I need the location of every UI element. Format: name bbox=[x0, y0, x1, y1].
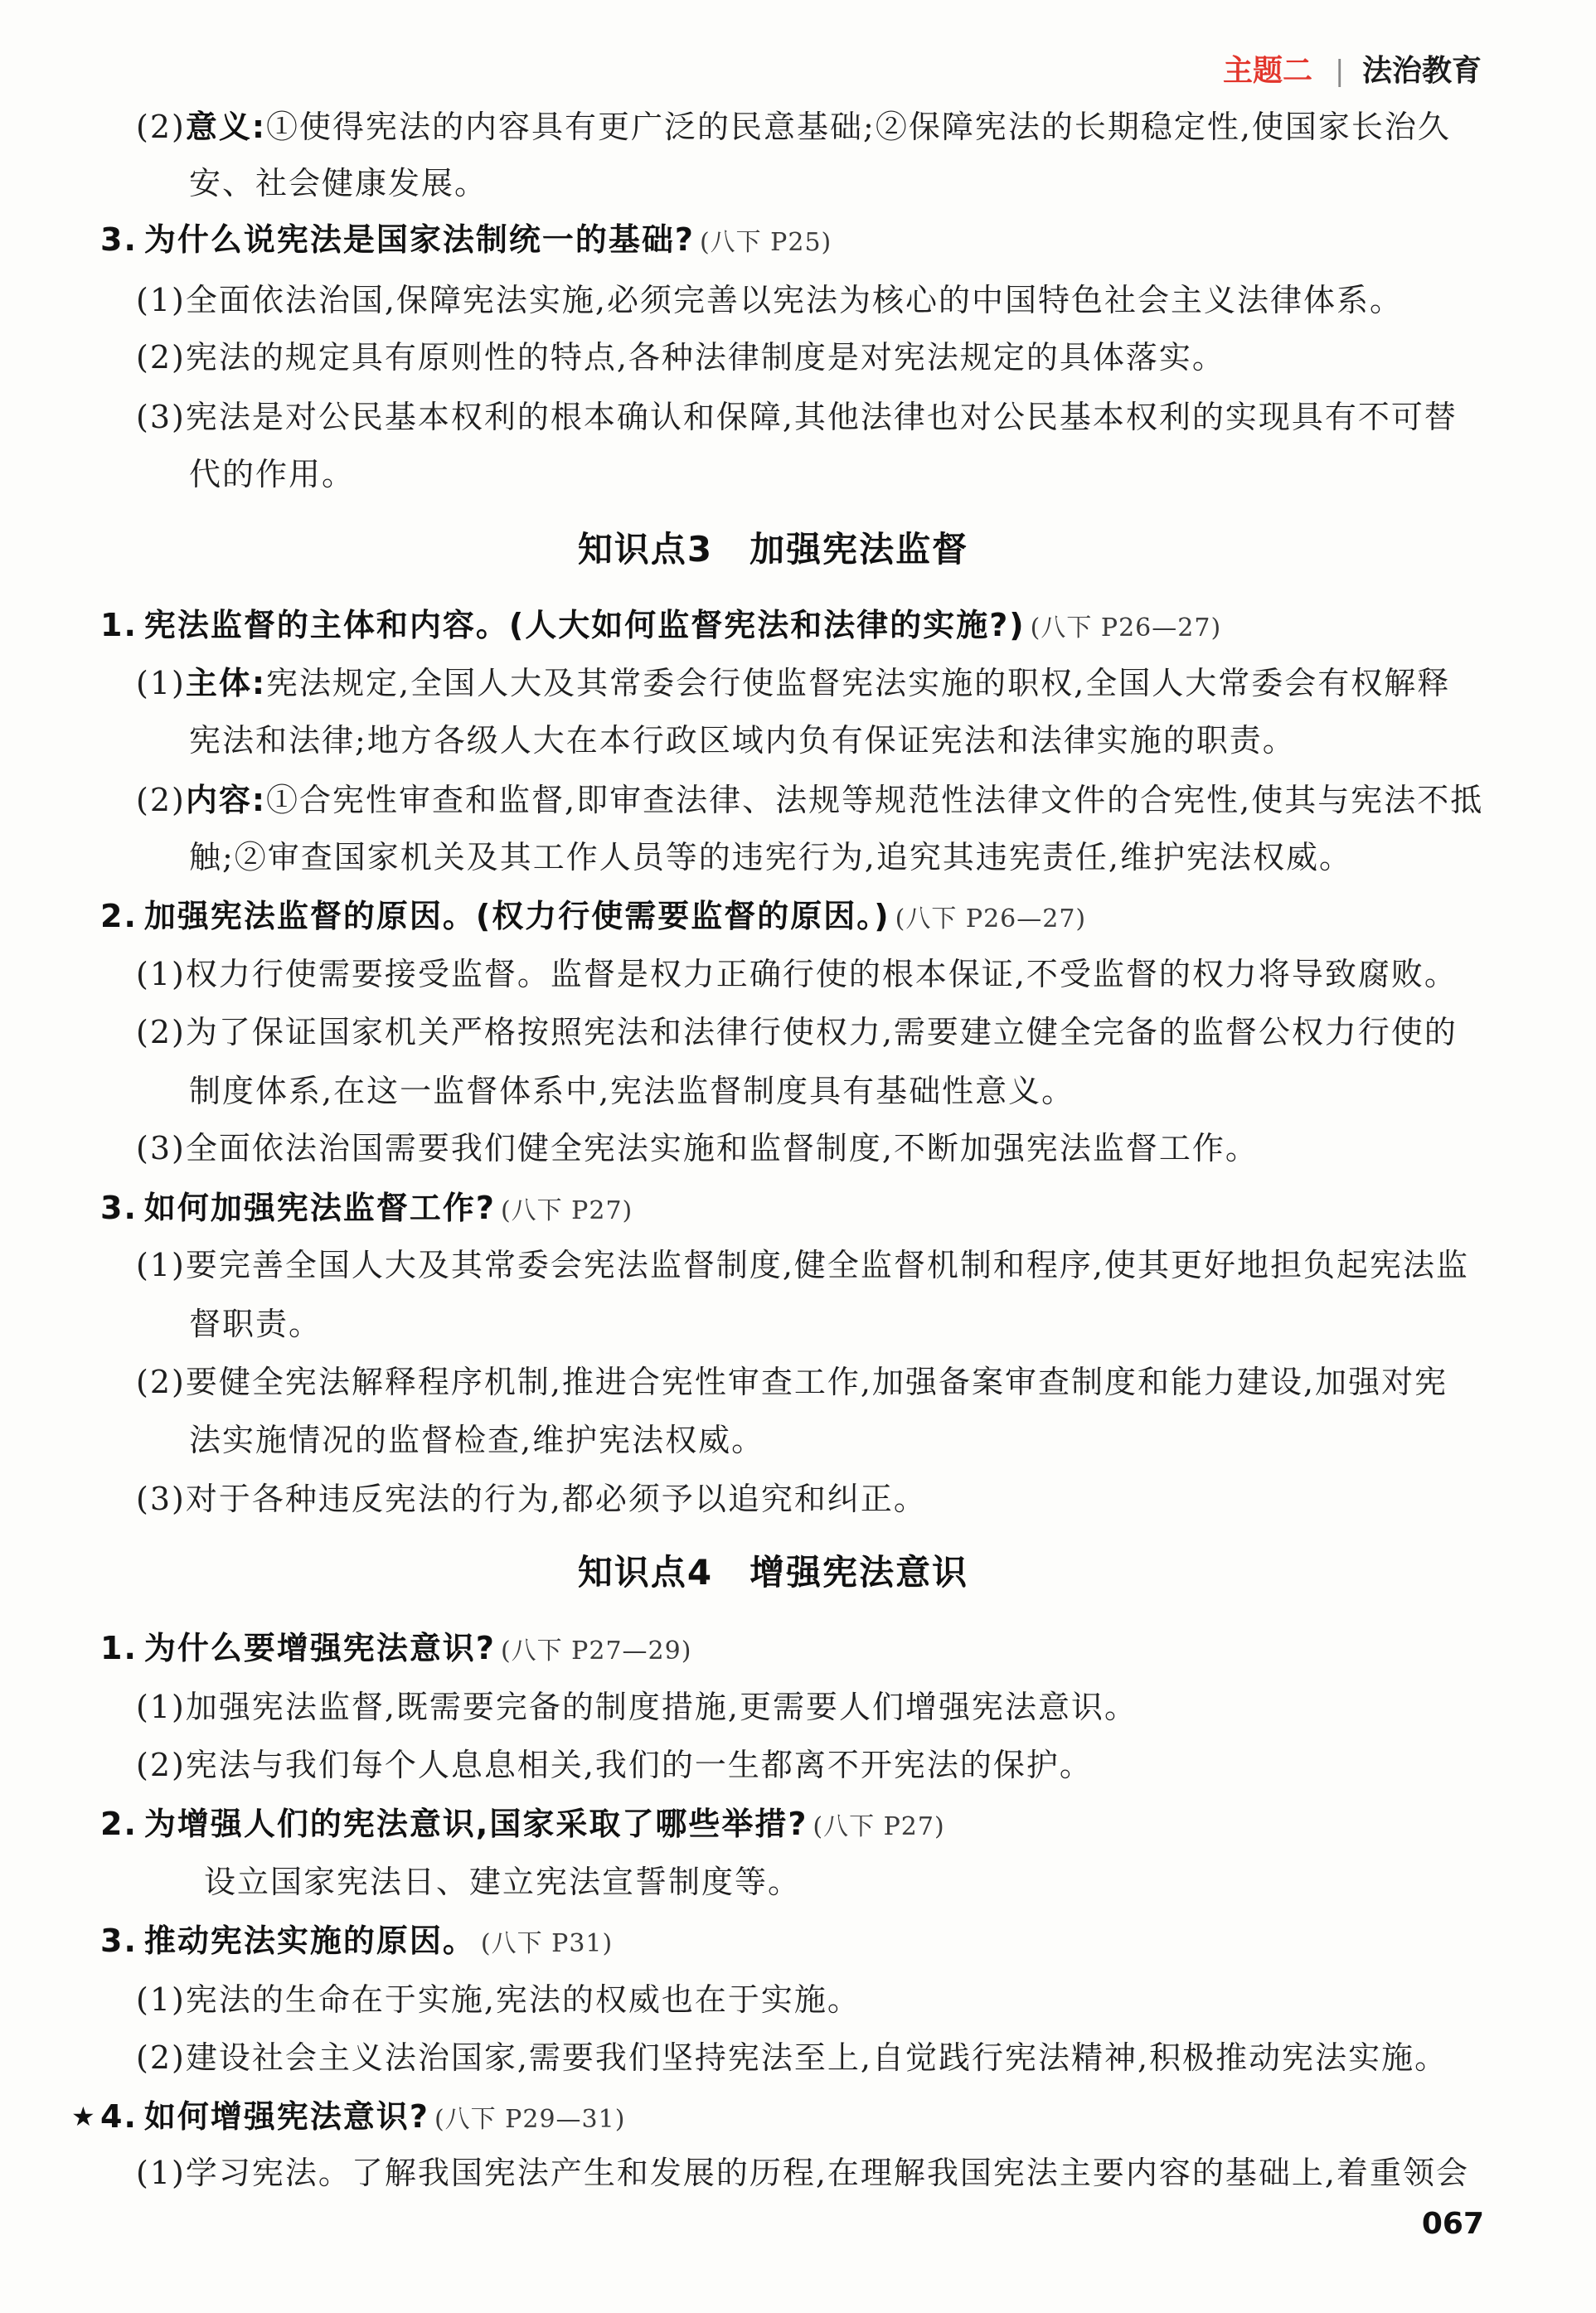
item-text: 督职责。 bbox=[189, 1306, 323, 1342]
question bbox=[100, 2092, 625, 2141]
textbook-reference: (八下 P29—31) bbox=[434, 2105, 626, 2134]
question bbox=[100, 891, 1086, 941]
continuation-line bbox=[189, 1299, 322, 1349]
sub-item bbox=[136, 332, 1225, 382]
sub-item bbox=[136, 775, 1483, 825]
question bbox=[100, 1183, 633, 1233]
sub-item bbox=[136, 1975, 861, 2024]
item-number: (1) bbox=[136, 2155, 186, 2191]
item-number: (2) bbox=[136, 109, 186, 145]
continuation-line bbox=[189, 449, 355, 499]
item-number: (3) bbox=[136, 1130, 186, 1166]
sub-item bbox=[136, 2148, 1469, 2198]
question-number: 3. bbox=[100, 1923, 138, 1959]
item-number: (2) bbox=[136, 339, 186, 376]
item-label: 主体: bbox=[185, 665, 267, 701]
question-number: 1. bbox=[100, 607, 138, 643]
question-number: 2. bbox=[100, 1806, 138, 1842]
item-number: (1) bbox=[136, 665, 186, 701]
sub-item bbox=[136, 275, 1403, 325]
sub-item bbox=[136, 1474, 927, 1524]
item-number: (1) bbox=[136, 1689, 186, 1725]
question bbox=[100, 1799, 945, 1849]
item-text: 触;②审查国家机关及其工作人员等的违宪行为,追究其违宪责任,维护宪法权威。 bbox=[189, 839, 1352, 875]
continuation-line bbox=[189, 1066, 1075, 1116]
item-text: 加强宪法监督,既需要完备的制度措施,更需要人们增强宪法意识。 bbox=[185, 1689, 1138, 1725]
item-text: 要健全宪法解释程序机制,推进合宪性审查工作,加强备案审查制度和能力建设,加强对宪 bbox=[185, 1364, 1448, 1400]
page-number: 067 bbox=[1421, 2207, 1484, 2241]
question bbox=[100, 600, 1221, 650]
item-text: 权力行使需要接受监督。监督是权力正确行使的根本保证,不受监督的权力将导致腐败。 bbox=[185, 956, 1458, 992]
question-text: 为增强人们的宪法意识,国家采取了哪些举措? bbox=[143, 1806, 808, 1842]
sub-item bbox=[136, 658, 1450, 708]
item-number: (1) bbox=[136, 956, 186, 992]
item-number: (2) bbox=[136, 782, 186, 818]
item-number: (2) bbox=[136, 1364, 186, 1400]
question bbox=[100, 1916, 613, 1966]
question-text: 宪法监督的主体和内容。(人大如何监督宪法和法律的实施?) bbox=[143, 607, 1026, 643]
sub-item bbox=[136, 102, 1451, 152]
item-text: 建设社会主义法治国家,需要我们坚持宪法至上,自觉践行宪法精神,积极推动宪法实施。 bbox=[185, 2039, 1448, 2076]
textbook-reference: (八下 P25) bbox=[699, 228, 832, 257]
continuation-line bbox=[189, 832, 1352, 882]
item-text: 宪法的生命在于实施,宪法的权威也在于实施。 bbox=[185, 1981, 861, 2018]
section-heading bbox=[0, 1544, 1546, 1602]
question-text: 为什么要增强宪法意识? bbox=[143, 1630, 496, 1666]
question bbox=[100, 1623, 691, 1673]
sub-item bbox=[136, 1240, 1469, 1290]
question bbox=[100, 215, 832, 264]
sub-item bbox=[136, 1740, 1093, 1790]
item-text: 代的作用。 bbox=[189, 456, 356, 492]
question-number: 1. bbox=[100, 1630, 138, 1666]
item-text: 全面依法治国,保障宪法实施,必须完善以宪法为核心的中国特色社会主义法律体系。 bbox=[185, 282, 1403, 318]
header-divider: | bbox=[1335, 55, 1345, 88]
item-text: 宪法的规定具有原则性的特点,各种法律制度是对宪法规定的具体落实。 bbox=[185, 339, 1225, 376]
textbook-reference: (八下 P26—27) bbox=[1030, 613, 1222, 642]
sub-item bbox=[136, 392, 1458, 442]
answer-line bbox=[204, 1857, 801, 1907]
sub-item bbox=[136, 1123, 1259, 1173]
textbook-reference: (八下 P27) bbox=[500, 1196, 633, 1225]
sub-item bbox=[136, 1682, 1138, 1732]
item-text: 宪法是对公民基本权利的根本确认和保障,其他法律也对公民基本权利的实现具有不可替 bbox=[185, 399, 1458, 435]
sub-item bbox=[136, 949, 1458, 999]
item-number: (3) bbox=[136, 399, 186, 435]
question-number: 3. bbox=[100, 221, 138, 258]
continuation-line bbox=[189, 715, 1296, 765]
textbook-reference: (八下 P27) bbox=[813, 1812, 945, 1841]
question-number: 2. bbox=[100, 898, 138, 934]
item-number: (2) bbox=[136, 1014, 186, 1050]
sub-item bbox=[136, 1007, 1458, 1057]
item-number: (2) bbox=[136, 2039, 186, 2076]
textbook-reference: (八下 P27—29) bbox=[500, 1637, 692, 1666]
question-text: 推动宪法实施的原因。 bbox=[143, 1923, 476, 1959]
header-title: 法治教育 bbox=[1362, 54, 1482, 88]
section-label: 知识点4 bbox=[577, 1552, 714, 1593]
item-label: 意义: bbox=[185, 109, 267, 145]
item-number: (2) bbox=[136, 1747, 186, 1783]
textbook-reference: (八下 P26—27) bbox=[895, 904, 1087, 933]
textbook-reference: (八下 P31) bbox=[480, 1929, 614, 1958]
question-text: 如何增强宪法意识? bbox=[143, 2098, 429, 2135]
question-number: 3. bbox=[100, 1190, 138, 1226]
item-number: (1) bbox=[136, 1981, 186, 2018]
item-text: 宪法与我们每个人息息相关,我们的一生都离不开宪法的保护。 bbox=[185, 1747, 1093, 1783]
continuation-line bbox=[189, 158, 488, 208]
item-text: 学习宪法。了解我国宪法产生和发展的历程,在理解我国宪法主要内容的基础上,着重领会 bbox=[185, 2155, 1469, 2191]
question-text: 为什么说宪法是国家法制统一的基础? bbox=[143, 221, 695, 258]
question-text: 如何加强宪法监督工作? bbox=[143, 1190, 496, 1226]
item-text: 为了保证国家机关严格按照宪法和法律行使权力,需要建立健全完备的监督公权力行使的 bbox=[185, 1014, 1458, 1050]
item-number: (3) bbox=[136, 1481, 186, 1517]
continuation-line bbox=[189, 1415, 764, 1465]
question-text: 加强宪法监督的原因。(权力行使需要监督的原因。) bbox=[143, 898, 890, 934]
header-topic: 主题二 bbox=[1223, 54, 1313, 88]
section-title: 加强宪法监督 bbox=[749, 529, 969, 570]
item-text: 全面依法治国需要我们健全宪法实施和监督制度,不断加强宪法监督工作。 bbox=[185, 1130, 1259, 1166]
item-text: ①合宪性审查和监督,即审查法律、法规等规范性法律文件的合宪性,使其与宪法不抵 bbox=[266, 782, 1484, 818]
section-title: 增强宪法意识 bbox=[749, 1552, 969, 1593]
item-text: ①使得宪法的内容具有更广泛的民意基础;②保障宪法的长期稳定性,使国家长治久 bbox=[266, 109, 1451, 145]
star-icon: ★ bbox=[71, 2101, 95, 2132]
item-text: 宪法规定,全国人大及其常委会行使监督宪法实施的职权,全国人大常委会有权解释 bbox=[266, 665, 1451, 701]
item-text: 制度体系,在这一监督体系中,宪法监督制度具有基础性意义。 bbox=[189, 1073, 1075, 1109]
section-label: 知识点3 bbox=[577, 529, 714, 570]
question-number: 4. bbox=[100, 2098, 138, 2135]
item-text: 对于各种违反宪法的行为,都必须予以追究和纠正。 bbox=[185, 1481, 927, 1517]
item-text: 宪法和法律;地方各级人大在本行政区域内负有保证宪法和法律实施的职责。 bbox=[189, 722, 1296, 759]
sub-item bbox=[136, 1357, 1448, 1407]
sub-item bbox=[136, 2033, 1448, 2083]
item-text: 设立国家宪法日、建立宪法宣誓制度等。 bbox=[204, 1864, 802, 1900]
item-label: 内容: bbox=[185, 782, 267, 818]
item-text: 要完善全国人大及其常委会宪法监督制度,健全监督机制和程序,使其更好地担负起宪法监 bbox=[185, 1247, 1469, 1283]
section-heading bbox=[0, 521, 1546, 579]
item-number: (1) bbox=[136, 282, 186, 318]
item-text: 安、社会健康发展。 bbox=[189, 165, 488, 201]
item-number: (1) bbox=[136, 1247, 186, 1283]
item-text: 法实施情况的监督检查,维护宪法权威。 bbox=[189, 1422, 765, 1458]
